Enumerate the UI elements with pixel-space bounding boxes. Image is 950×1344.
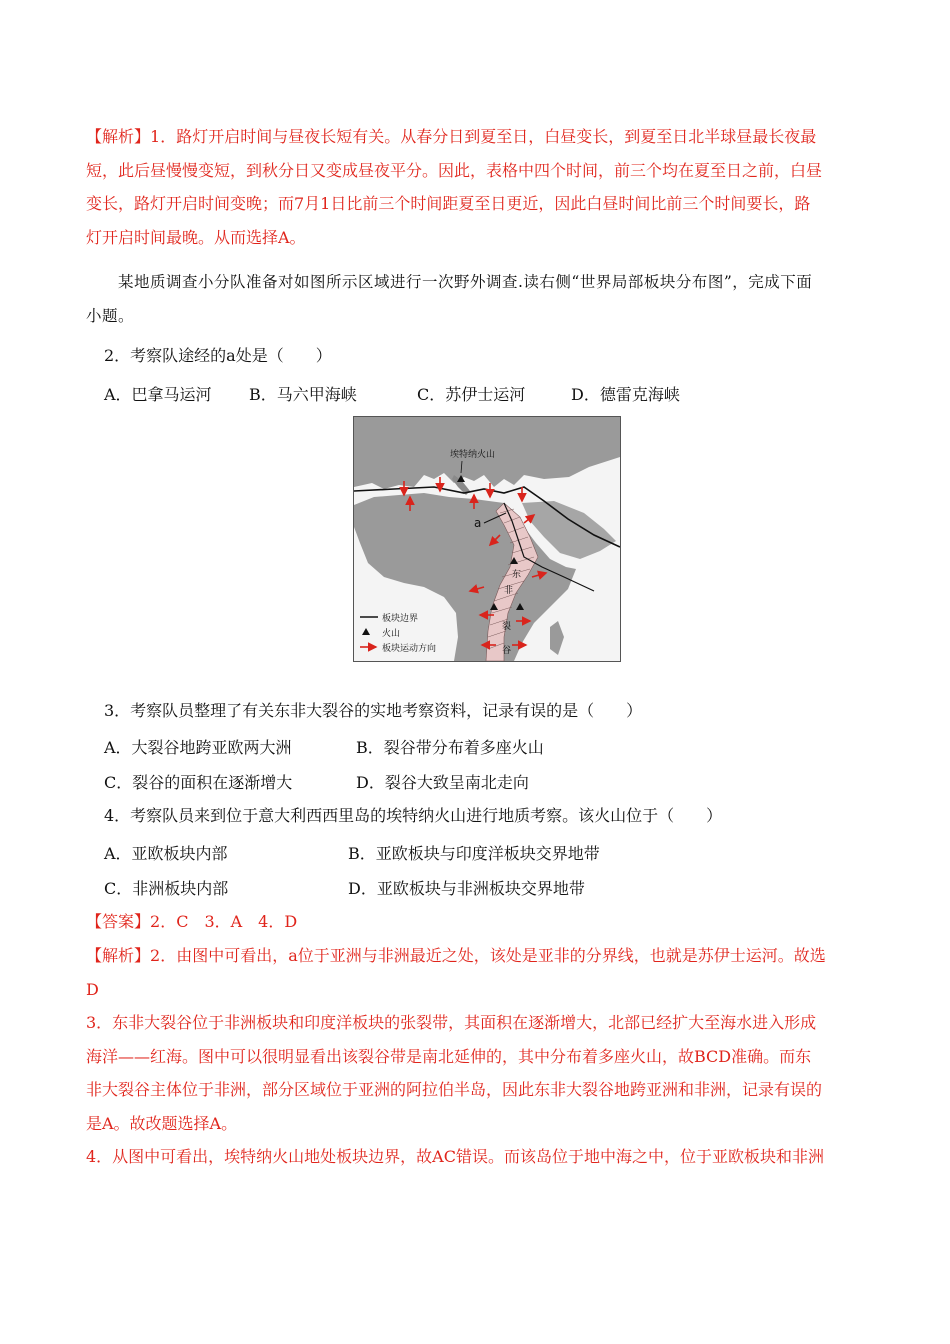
rift-char-1: 东: [512, 570, 522, 580]
q3-option-c[interactable]: C．裂谷的面积在逐渐增大: [104, 773, 293, 792]
analysis-2-line-1: 【解析】2．由图中可看出，a位于亚洲与非洲最近之处，该处是亚非的分界线，也就是苏伊士运河。故选: [86, 946, 826, 965]
analysis-2-line-2: D: [86, 979, 99, 999]
legend-volcano-symbol: [362, 628, 370, 635]
q4-option-c[interactable]: C．非洲板块内部: [104, 879, 229, 898]
rift-char-2: 非: [504, 586, 514, 596]
analysis-1-line-1: 【解析】1．路灯开启时间与昼夜长短有关。从春分日到夏至日，白昼变长，到夏至日北半球昼最长夜最: [86, 127, 817, 146]
analysis-1: [86, 120, 864, 254]
q3-option-a[interactable]: A．大裂谷地跨亚欧两大洲: [104, 738, 292, 757]
legend-volcano-label: 火山: [382, 629, 401, 639]
group-intro: [86, 266, 864, 333]
analysis-4-line-1: 4．从图中可看出，埃特纳火山地处板块边界，故AC错误。而该岛位于地中海之中，位于亚欧板块和非洲: [86, 1147, 824, 1166]
q2-option-b[interactable]: B．马六甲海峡: [249, 385, 357, 404]
answer-line: [86, 905, 864, 939]
analysis-2: [86, 939, 864, 1174]
q4-option-a[interactable]: A．亚欧板块内部: [104, 844, 228, 863]
madagascar-land: [550, 621, 564, 655]
analysis-2-tag: 【解析】: [86, 946, 151, 965]
map-legend: [360, 612, 436, 654]
q2-option-d[interactable]: D．德雷克海峡: [571, 385, 680, 404]
question-2-stem: 2．考察队途经的a处是（ ）: [104, 346, 332, 365]
question-3-stem: 3．考察队员整理了有关东非大裂谷的实地考察资料，记录有误的是（ ）: [104, 701, 643, 720]
plate-map-svg: [354, 417, 620, 661]
legend-boundary-label: 板块边界: [382, 614, 419, 624]
analysis-tag: 【解析】: [86, 127, 151, 146]
q3-option-d[interactable]: D．裂谷大致呈南北走向: [356, 773, 529, 792]
intro-line-2: 小题。: [86, 306, 135, 325]
question-4-stem: 4．考察队员来到位于意大利西西里岛的埃特纳火山进行地质考察。该火山位于（ ）: [104, 806, 723, 825]
analysis-3-line-2: 海洋——红海。图中可以很明显看出该裂谷带是南北延伸的，其中分布着多座火山，故BCD准确。而东: [86, 1046, 812, 1066]
q2-option-a[interactable]: A．巴拿马运河: [104, 385, 212, 404]
analysis-3-line-1: 3．东非大裂谷位于非洲板块和印度洋板块的张裂带，其面积在逐渐增大，北部已经扩大至海水进入形成: [86, 1013, 817, 1032]
volcano-label: 埃特纳火山: [450, 450, 496, 460]
analysis-1-line-2: 短，此后昼慢慢变短，到秋分日又变成昼夜平分。因此，表格中四个时间，前三个均在夏至日之前，白昼: [86, 160, 823, 180]
intro-line-1: 某地质调查小分队准备对如图所示区域进行一次野外调查.读右侧“世界局部板块分布图”，完成下面: [118, 273, 813, 291]
legend-arrow-label: 板块运动方向: [382, 644, 437, 654]
q3-option-b[interactable]: B．裂谷带分布着多座火山: [356, 738, 544, 757]
answer-text: 2．C 3．A 4．D: [150, 912, 298, 931]
plate-map: [353, 416, 621, 662]
q4-option-d[interactable]: D．亚欧板块与非洲板块交界地带: [348, 879, 585, 898]
q2-option-c[interactable]: C．苏伊士运河: [417, 385, 526, 404]
analysis-1-line-3: 变长，路灯开启时间变晚；而7月1日比前三个时间距夏至日更近，因此白昼时间比前三个时间要长，路: [86, 194, 811, 213]
answer-tag: 【答案】: [86, 912, 151, 931]
rift-char-4: 谷: [502, 646, 512, 656]
analysis-3-line-3: 非大裂谷主体位于非洲，部分区域位于亚洲的阿拉伯半岛，因此东非大裂谷地跨亚洲和非洲，记录有误的: [86, 1080, 823, 1099]
point-a-label: a: [474, 516, 482, 530]
analysis-3-line-4: 是A。故改题选择A。: [86, 1113, 238, 1133]
analysis-1-line-4: 灯开启时间最晚。从而选择A。: [86, 227, 306, 247]
rift-char-3: 裂: [502, 622, 512, 632]
q4-option-b[interactable]: B．亚欧板块与印度洋板块交界地带: [348, 844, 600, 863]
